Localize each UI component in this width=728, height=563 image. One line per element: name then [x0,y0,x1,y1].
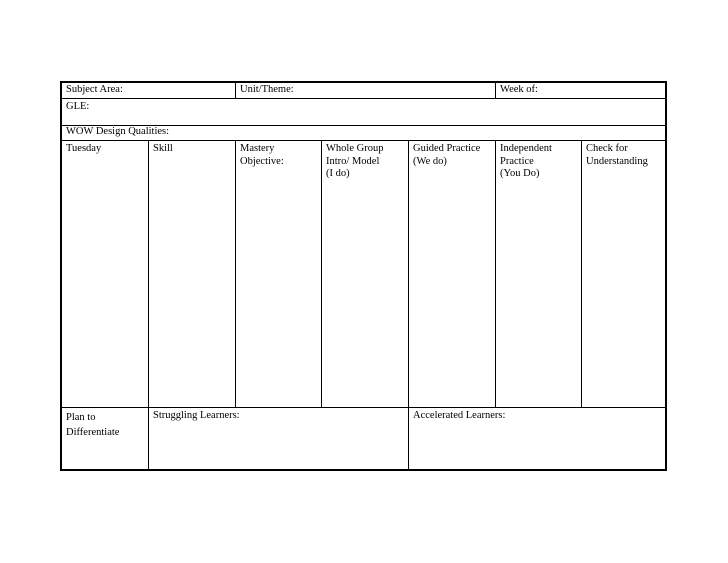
divider [495,141,496,407]
plan-to-differentiate-cell[interactable]: Plan to Differentiate [66,412,120,438]
divider [408,141,409,407]
whole-group-cell[interactable]: Whole Group Intro/ Model (I do) [326,143,384,179]
lesson-plan-table [60,81,667,471]
week-of-cell[interactable]: Week of: [500,84,538,95]
differentiate-row [62,408,665,471]
subject-area-cell[interactable]: Subject Area: [66,84,123,95]
divider [235,141,236,407]
lesson-row [62,141,665,407]
divider [148,141,149,407]
divider [235,83,236,99]
independent-practice-cell[interactable]: Independent Practice (You Do) [500,143,552,179]
gle-cell[interactable]: GLE: [66,101,90,112]
struggling-learners-cell[interactable]: Struggling Learners: [153,410,240,421]
divider [581,141,582,407]
divider [408,408,409,471]
divider [321,141,322,407]
divider [495,83,496,99]
wow-row [62,126,665,140]
header-row [62,83,665,99]
gle-row [62,99,665,125]
divider [148,408,149,471]
mastery-objective-cell[interactable]: Mastery Objective: [240,143,284,167]
wow-design-qualities-cell[interactable]: WOW Design Qualities: [66,126,170,137]
guided-practice-cell[interactable]: Guided Practice (We do) [413,143,481,167]
day-cell[interactable]: Tuesday [66,143,102,154]
skill-cell[interactable]: Skill [153,143,173,154]
check-for-understanding-cell[interactable]: Check for Understanding [586,143,648,167]
accelerated-learners-cell[interactable]: Accelerated Learners: [413,410,506,421]
unit-theme-cell[interactable]: Unit/Theme: [240,84,294,95]
